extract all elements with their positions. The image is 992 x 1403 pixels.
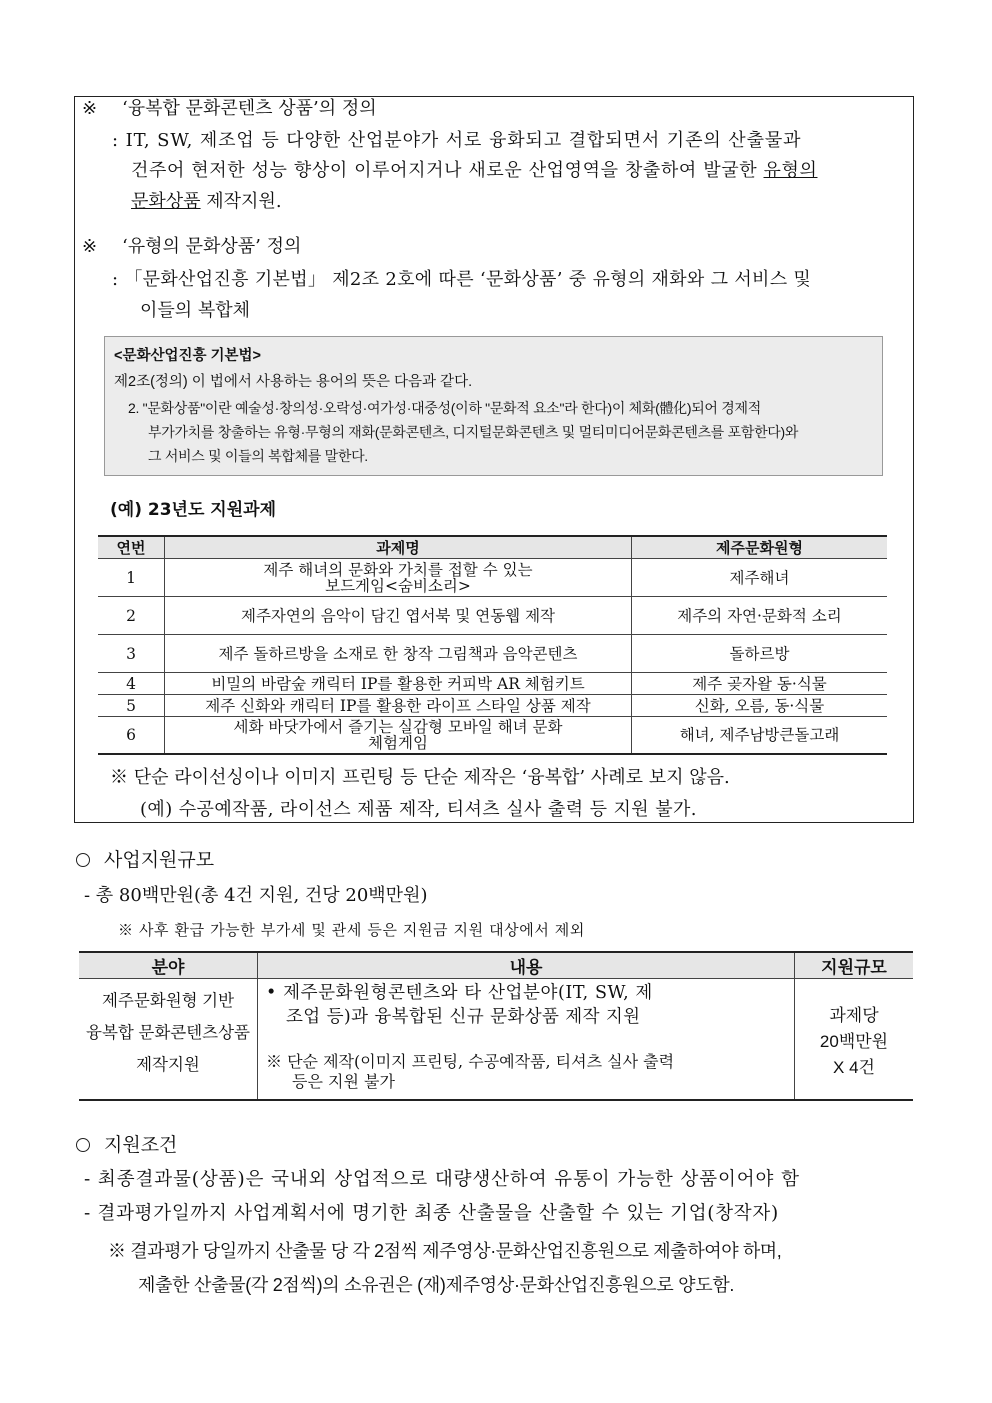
definition2-line1: : 「문화산업진흥 기본법」 제2조 2호에 따른 ‘문화상품’ 중 유형의 재화와 그 서비스 및 xyxy=(112,269,812,290)
cell-origin: 제주의 자연·문화적 소리 xyxy=(632,597,888,635)
definition1-mark: ※ xyxy=(82,98,98,119)
cell-content: • 제주문화원형콘텐츠와 타 산업분야(IT, SW, 제 조업 등)과 융복합된 신규 문화상품 제작 지원 ※ 단순 제작(이미지 프린팅, 수공예작품, 티셔츠 실사 출력 등은 지원 불가 xyxy=(258,979,795,1100)
table-header-row xyxy=(79,952,913,979)
cell-name: 비밀의 바람숲 캐릭터 IP를 활용한 커피박 AR 체험키트 xyxy=(165,673,632,695)
cell-origin: 제주 곶자왈 동·식물 xyxy=(632,673,888,695)
example-note1: ※ 단순 라이선싱이나 이미지 프린팅 등 단순 제작은 ‘융복합’ 사례로 보지 않음. xyxy=(110,767,730,788)
cell-name: 제주 돌하르방을 소재로 한 창작 그림책과 음악콘텐츠 xyxy=(165,635,632,673)
conditions-line2: - 결과평가일까지 사업계획서에 명기한 최종 산출물을 산출할 수 있는 기업(창작자) xyxy=(84,1203,779,1224)
cell-no: 6 xyxy=(98,717,165,754)
definition2-line2: 이들의 복합체 xyxy=(140,300,251,321)
definition1-line3: 문화상품 제작지원. xyxy=(131,191,282,212)
cell-name: 제주자연의 음악이 담긴 엽서북 및 연동웹 제작 xyxy=(165,597,632,635)
table-header-row xyxy=(98,536,887,559)
scale-note: ※ 사후 환급 가능한 부가세 및 관세 등은 지원금 지원 대상에서 제외 xyxy=(118,921,585,939)
conditions-note1: ※ 결과평가 당일까지 산출물 당 각 2점씩 제주영상·문화산업진흥원으로 제출하여야 하며, xyxy=(108,1241,782,1261)
col-header-amount: 지원규모 xyxy=(795,952,914,979)
table-row xyxy=(98,717,887,754)
example-note2: (예) 수공예작품, 라이선스 제품 제작, 티셔츠 실사 출력 등 지원 불가. xyxy=(140,799,697,820)
law-line4: 그 서비스 및 이들의 복합체를 말한다. xyxy=(148,448,368,464)
table-row xyxy=(98,635,887,673)
conditions-note2: 제출한 산출물(각 2점씩)의 소유권은 (재)제주영상·문화산업진흥원으로 양도함. xyxy=(138,1275,735,1295)
cell-no: 3 xyxy=(98,635,165,673)
table-row xyxy=(98,695,887,717)
example-caption: (예) 23년도 지원과제 xyxy=(110,500,276,520)
scale-heading: 사업지원규모 xyxy=(104,849,215,871)
definition1-line1: : IT, SW, 제조업 등 다양한 산업분야가 서로 융화되고 결합되면서 기존의 산출물과 xyxy=(112,130,802,151)
support-scale-table xyxy=(79,951,913,1101)
cell-name: 제주 해녀의 문화와 가치를 접할 수 있는 보드게임<숨비소리> xyxy=(165,559,632,597)
cell-field: 제주문화원형 기반 융복합 문화콘텐츠상품 제작지원 xyxy=(79,979,258,1100)
table-row xyxy=(98,597,887,635)
example-projects-table xyxy=(98,535,887,755)
cell-amount: 과제당 20백만원 X 4건 xyxy=(795,979,914,1100)
definition2-mark: ※ xyxy=(82,236,98,257)
col-header-content: 내용 xyxy=(258,952,795,979)
law-line2: 2. "문화상품"이란 예술성·창의성·오락성·여가성·대중성(이하 "문화적 요소"라 한다)이 체화(體化)되어 경제적 xyxy=(128,400,761,416)
section-bullet-icon xyxy=(76,1138,90,1152)
cell-no: 5 xyxy=(98,695,165,717)
definition1-title: ‘융복합 문화콘텐츠 상품’의 정의 xyxy=(122,98,377,119)
section-bullet-icon xyxy=(76,853,90,867)
col-header-origin: 제주문화원형 xyxy=(632,536,888,559)
law-line1: 제2조(정의) 이 법에서 사용하는 용어의 뜻은 다음과 같다. xyxy=(114,374,473,390)
col-header-no: 연번 xyxy=(98,536,165,559)
cell-origin: 제주해녀 xyxy=(632,559,888,597)
cell-no: 1 xyxy=(98,559,165,597)
table-row xyxy=(79,979,913,1100)
col-header-field: 분야 xyxy=(79,952,258,979)
cell-origin: 신화, 오름, 동·식물 xyxy=(632,695,888,717)
definition1-line2: 건주어 현저한 성능 향상이 이루어지거나 새로운 산업영역을 창출하여 발굴한 유형의 xyxy=(131,160,818,181)
cell-no: 2 xyxy=(98,597,165,635)
law-heading: <문화산업진흥 기본법> xyxy=(114,348,262,364)
definition2-title: ‘유형의 문화상품’ 정의 xyxy=(122,236,302,257)
cell-name: 제주 신화와 캐릭터 IP를 활용한 라이프 스타일 상품 제작 xyxy=(165,695,632,717)
cell-origin: 돌하르방 xyxy=(632,635,888,673)
law-line3: 부가가치를 창출하는 유형·무형의 재화(문화콘텐츠, 디지털문화콘텐츠 및 멀티미디어문화콘텐츠를 포함한다)와 xyxy=(148,424,799,440)
table-row xyxy=(98,673,887,695)
table-row xyxy=(98,559,887,597)
conditions-line1: - 최종결과물(상품)은 국내외 상업적으로 대량생산하여 유통이 가능한 상품이어야 함 xyxy=(84,1169,800,1190)
cell-name: 세화 바닷가에서 즐기는 실감형 모바일 해녀 문화 체험게임 xyxy=(165,717,632,754)
cell-origin: 해녀, 제주남방큰돌고래 xyxy=(632,717,888,754)
cell-no: 4 xyxy=(98,673,165,695)
col-header-name: 과제명 xyxy=(165,536,632,559)
conditions-heading: 지원조건 xyxy=(104,1134,178,1156)
scale-line1: - 총 80백만원(총 4건 지원, 건당 20백만원) xyxy=(84,885,428,906)
